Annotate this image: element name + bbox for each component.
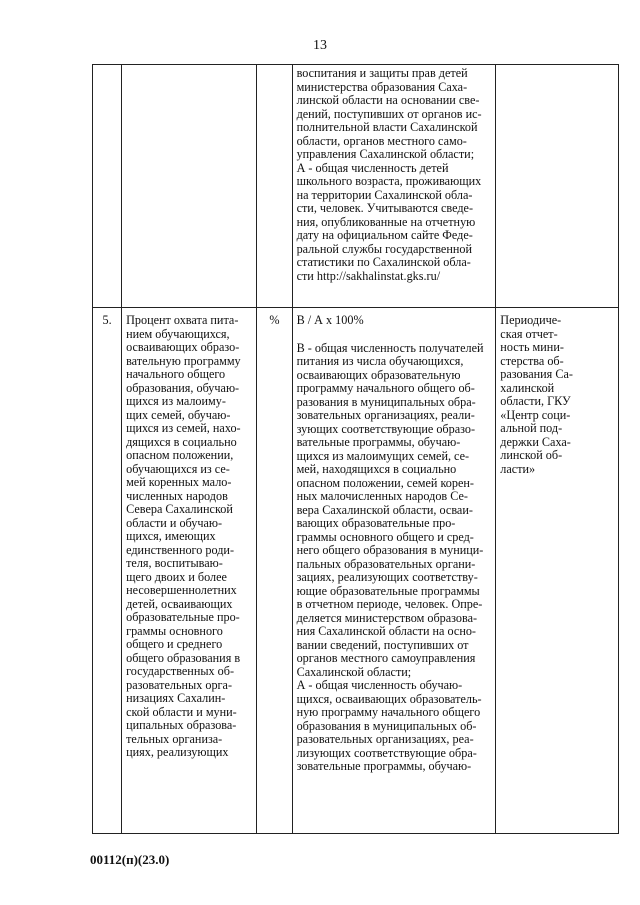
page-number: 13	[313, 38, 327, 53]
method-description: В - общая численность получателей питания из числа обучающихся, осваивающих образовательную программу начального общего об- разования в муниципальных обра- зовательных организациях, реали- зующих соответствующие образо- вательные программы, обучаю- щихся из малоимущих семей, се- мей, находящихся в социально опасном положении, семей корен- ных малочисленных народов Се- вера Сахалинской области, осваи- вающих образовательные про- граммы основного общего и сред- него общего образования в муници- пальных образовательных органи- зациях, реализующих соответству- ющие образовательные программы в отчетном периоде, человек. Опре- деляется министерством образова- ния Сахалинской области на осно- вании сведений, поступивших от органов местного самоуправления Сахалинской области; А - общая численность обучаю- щихся, осваивающих образователь- ную программу начального общего образования в муниципальных об- разовательных организациях, реа- лизующих соответствующие обра- зовательные программы, обучаю-	[296, 340, 484, 773]
cell-source	[496, 65, 619, 308]
indicators-table	[92, 64, 619, 834]
cell-method	[292, 308, 496, 834]
cell-number	[93, 65, 122, 308]
cell-number: 5.	[93, 308, 122, 834]
cell-unit: %	[257, 308, 292, 834]
cell-unit	[257, 65, 292, 308]
cell-source: Периодиче- ская отчет- ность мини- стерства об- разования Са- халинской области, ГКУ «Центр соци- альной под- держки Саха- линской об- ласти»	[496, 308, 619, 834]
cell-method: воспитания и защиты прав детей министерства образования Саха- линской области на основании све- дений, поступивших от органов ис- полнительной власти Сахалинской области, органов местного само- управления Сахалинской области; А - общая численность детей школьного возраста, проживающих на территории Сахалинской обла- сти, человек. Учитываются сведе- ния, опубликованные на отчетную дату на официальном сайте Феде- ральной службы государственной статистики по Сахалинской обла- сти http://sakhalinstat.gks.ru/	[292, 65, 496, 308]
cell-indicator	[122, 65, 257, 308]
table-row-continuation	[93, 65, 619, 308]
cell-indicator: Процент охвата пита- нием обучающихся, осваивающих образо- вательную программу начального общего образования, обучаю- щихся из малоиму- щих семей, обучаю- щихся из семей, нахо- дящихся в социально опасном положении, обучающихся из се- мей коренных мало- численных народов Севера Сахалинской области и обучаю- щихся, имеющих единственного роди- теля, воспитываю- щего двоих и более несовершеннолетних детей, осваивающих образовательные про- граммы основного общего и среднего общего образования в государственных об- разовательных орга- низациях Сахалин- ской области и муни- ципальных образова- тельных организа- циях, реализующих	[122, 308, 257, 834]
table-row-5	[93, 308, 619, 834]
document-code: 00112(п)(23.0)	[90, 852, 170, 867]
formula: В / А х 100%	[296, 313, 364, 327]
